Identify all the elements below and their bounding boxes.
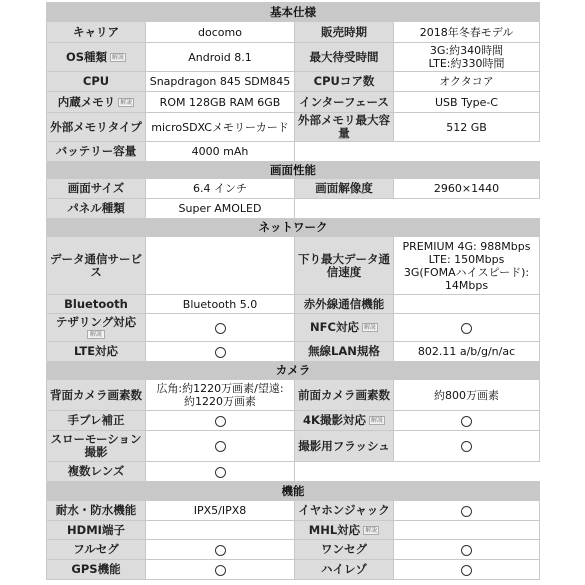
resolution-label: 画面解像度 (295, 179, 394, 199)
nfc-help-badge[interactable]: 解説 (363, 324, 376, 331)
video4k-label-cell (295, 411, 394, 431)
front-camera-label: 前面カメラ画素数 (295, 380, 394, 411)
supported-circle-icon (215, 565, 226, 576)
standby-3g: 3G:約340時間 (429, 44, 504, 57)
speed-lte: LTE: 150Mbps (428, 252, 505, 266)
rear-camera-tele: 約1220万画素 (184, 395, 256, 408)
carrier-label: キャリア (47, 22, 146, 43)
os-value: Android 8.1 (146, 43, 295, 72)
memory-value: ROM 128GB RAM 6GB (146, 92, 295, 113)
panel-label: パネル種類 (47, 199, 146, 219)
section-header-basic: 基本仕様 (47, 3, 540, 22)
hires-value (394, 560, 540, 580)
mhl-label: MHL対応 (308, 522, 361, 537)
nfc-label-cell (295, 314, 394, 342)
water-value: IPX5/IPX8 (146, 501, 295, 521)
stabilization-label: 手ブレ補正 (47, 411, 146, 431)
infrared-label: 赤外線通信機能 (295, 295, 394, 314)
release-label: 販売時期 (295, 22, 394, 43)
max-speed-value-cell (394, 237, 540, 295)
bluetooth-label: Bluetooth (47, 295, 146, 314)
os-label-cell (47, 43, 146, 72)
oneseg-label: ワンセグ (295, 540, 394, 560)
max-speed-label: 下り最大データ通信速度 (295, 237, 394, 295)
water-label: 耐水・防水機能 (47, 501, 146, 521)
supported-circle-icon (461, 416, 472, 427)
cores-label: CPUコア数 (295, 72, 394, 92)
empty-cell (295, 142, 540, 162)
memory-help-badge[interactable]: 解説 (120, 98, 133, 106)
supported-circle-icon (215, 347, 226, 358)
data-service-value (146, 237, 295, 295)
panel-value: Super AMOLED (146, 199, 295, 219)
supported-circle-icon (215, 467, 226, 478)
supported-circle-icon (461, 323, 472, 334)
battery-label: バッテリー容量 (47, 142, 146, 162)
wlan-value: 802.11 a/b/g/n/ac (394, 342, 540, 362)
oneseg-value (394, 540, 540, 560)
memory-label-cell (47, 92, 146, 113)
supported-circle-icon (215, 416, 226, 427)
lte-value (146, 342, 295, 362)
video4k-help-badge[interactable]: 解説 (370, 417, 383, 424)
front-camera-value: 約800万画素 (394, 380, 540, 411)
carrier-value: docomo (146, 22, 295, 43)
standby-value-cell (394, 43, 540, 72)
gps-value (146, 560, 295, 580)
interface-value: USB Type-C (394, 92, 540, 113)
ext-memory-label: 外部メモリタイプ (47, 113, 146, 142)
interface-label: インターフェース (295, 92, 394, 113)
infrared-value (394, 295, 540, 314)
section-header-camera: カメラ (47, 362, 540, 380)
fullseg-value (146, 540, 295, 560)
ext-max-label: 外部メモリ最大容量 (295, 113, 394, 142)
rear-camera-label: 背面カメラ画素数 (47, 380, 146, 411)
flash-value (394, 431, 540, 462)
ext-memory-value: microSDXCメモリーカード (146, 113, 295, 142)
spec-table (46, 2, 540, 580)
supported-circle-icon (461, 441, 472, 452)
section-header-display: 画面性能 (47, 162, 540, 179)
nfc-value (394, 314, 540, 342)
section-header-features: 機能 (47, 482, 540, 501)
empty-cell (295, 199, 540, 219)
rear-camera-wide: 広角:約1220万画素/望遠: (156, 382, 284, 395)
standby-lte: LTE:約330時間 (428, 57, 505, 70)
earphone-label: イヤホンジャック (295, 501, 394, 521)
earphone-value (394, 501, 540, 521)
bluetooth-value: Bluetooth 5.0 (146, 295, 295, 314)
tethering-help-badge[interactable]: 解説 (87, 330, 105, 339)
supported-circle-icon (215, 323, 226, 334)
dual-lens-label: 複数レンズ (47, 462, 146, 482)
hdmi-value (146, 521, 295, 540)
screen-size-label: 画面サイズ (47, 179, 146, 199)
slowmo-value (146, 431, 295, 462)
ext-max-value: 512 GB (394, 113, 540, 142)
speed-premium-4g: PREMIUM 4G: 988Mbps (402, 239, 531, 253)
speed-3g-value: 14Mbps (444, 278, 489, 292)
tethering-label: テザリング対応 (55, 315, 137, 329)
os-help-badge[interactable]: 解説 (112, 53, 125, 61)
mhl-help-badge[interactable]: 解説 (365, 526, 378, 534)
battery-value: 4000 mAh (146, 142, 295, 162)
release-value: 2018年冬春モデル (394, 22, 540, 43)
hires-label: ハイレゾ (295, 560, 394, 580)
video4k-value (394, 411, 540, 431)
wlan-label: 無線LAN規格 (295, 342, 394, 362)
os-label: OS種類 (65, 49, 108, 64)
tethering-label-cell (47, 314, 146, 342)
nfc-label: NFC対応 (310, 320, 359, 334)
fullseg-label: フルセグ (47, 540, 146, 560)
supported-circle-icon (215, 441, 226, 452)
screen-size-value: 6.4 インチ (146, 179, 295, 199)
resolution-value: 2960×1440 (394, 179, 540, 199)
dual-lens-value (146, 462, 295, 482)
stabilization-value (146, 411, 295, 431)
empty-cell (295, 462, 540, 482)
cpu-value: Snapdragon 845 SDM845 (146, 72, 295, 92)
standby-label: 最大待受時間 (295, 43, 394, 72)
gps-label: GPS機能 (47, 560, 146, 580)
hdmi-label: HDMI端子 (47, 521, 146, 540)
slowmo-label: スローモーション撮影 (47, 431, 146, 462)
mhl-label-cell (295, 521, 394, 540)
memory-label: 内蔵メモリ (57, 94, 116, 109)
speed-3g: 3G(FOMAハイスピード): (403, 265, 530, 279)
video4k-label: 4K撮影対応 (303, 413, 366, 427)
supported-circle-icon (215, 545, 226, 556)
section-header-network: ネットワーク (47, 219, 540, 237)
supported-circle-icon (461, 545, 472, 556)
tethering-value (146, 314, 295, 342)
rear-camera-value-cell (146, 380, 295, 411)
cpu-label: CPU (47, 72, 146, 92)
cores-value: オクタコア (394, 72, 540, 92)
flash-label: 撮影用フラッシュ (295, 431, 394, 462)
supported-circle-icon (461, 565, 472, 576)
mhl-value (394, 521, 540, 540)
supported-circle-icon (461, 506, 472, 517)
data-service-label: データ通信サービス (47, 237, 146, 295)
lte-label: LTE対応 (47, 342, 146, 362)
